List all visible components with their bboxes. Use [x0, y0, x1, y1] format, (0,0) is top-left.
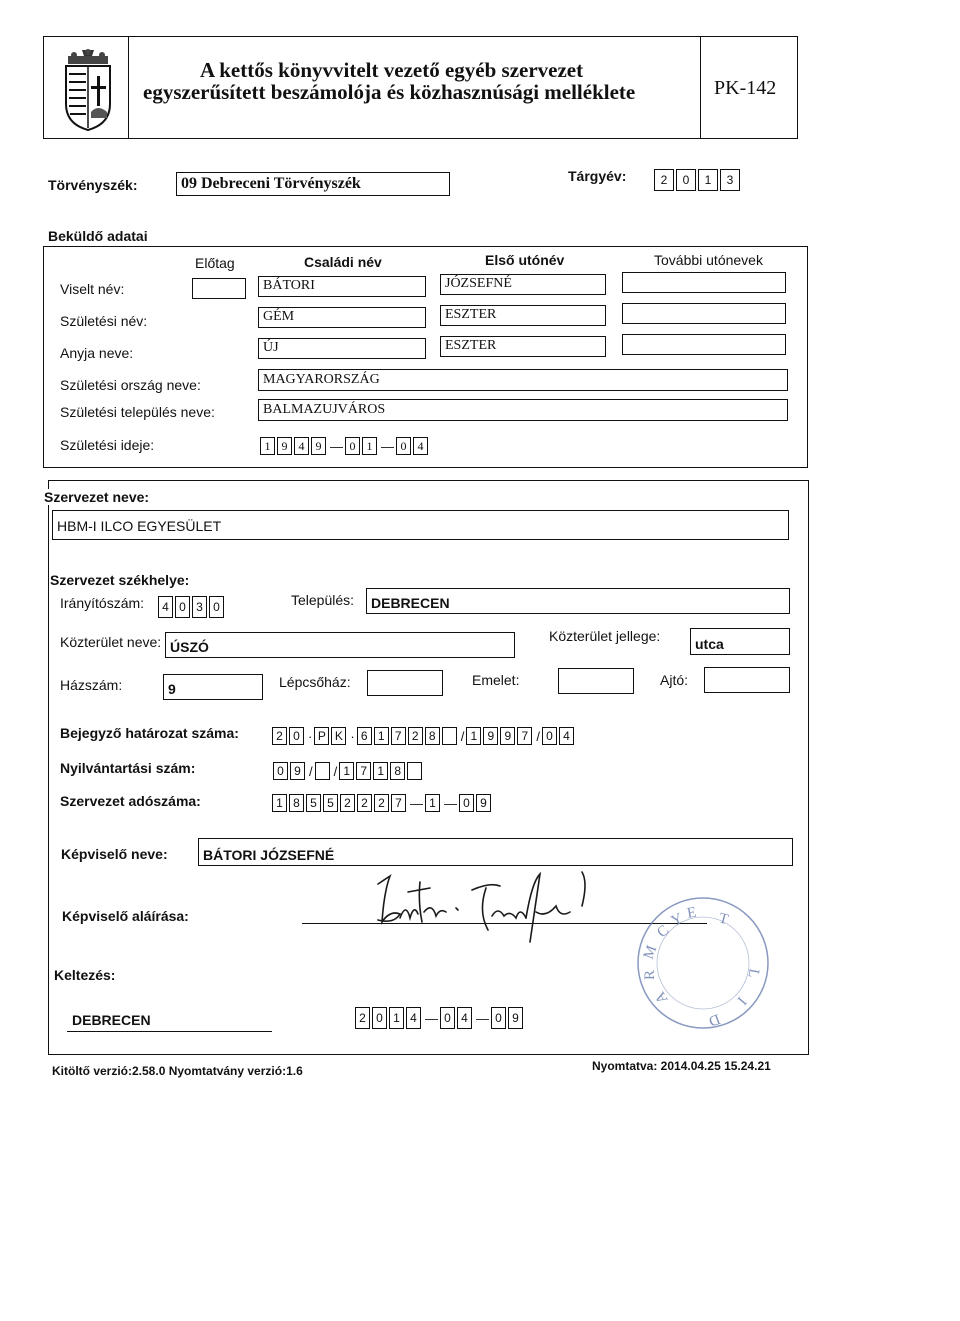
name-family-value: BÁTORI	[263, 278, 315, 293]
org-name-field[interactable]	[52, 510, 789, 540]
digit-cell: 9	[483, 727, 498, 745]
digit-cell: 5	[306, 794, 321, 812]
court-value: 09 Debreceni Törvényszék	[181, 175, 361, 192]
dash-separator: —	[381, 438, 394, 454]
town-label: Születési település neve:	[60, 404, 215, 420]
col-other-header: További utónevek	[654, 252, 763, 268]
dash-separator: —	[444, 795, 457, 811]
streettype-value: utca	[695, 636, 724, 652]
digit-cell: 6	[357, 727, 372, 745]
col-first-header: Első utónév	[485, 252, 565, 268]
city-field[interactable]	[366, 588, 790, 614]
house-label: Házszám:	[60, 677, 123, 693]
form-title-line2: egyszerűsített beszámolója és közhasznúsági melléklete	[143, 80, 636, 104]
streettype-field[interactable]	[690, 628, 790, 655]
court-field[interactable]	[176, 172, 450, 196]
digit-cell: 1	[339, 762, 354, 780]
floor-field[interactable]	[558, 668, 634, 694]
digit-cell: 8	[425, 727, 440, 745]
digit-cell: 1	[373, 762, 388, 780]
digit-cell: 0	[459, 794, 474, 812]
svg-text:D: D	[706, 1010, 723, 1029]
digit-cell: 0	[491, 1007, 506, 1029]
mother-other-field[interactable]	[622, 334, 786, 355]
slash-separator: /	[333, 763, 338, 779]
col-family-header: Családi név	[304, 254, 382, 270]
country-value: MAGYARORSZÁG	[263, 372, 380, 387]
court-label: Törvényszék:	[48, 177, 138, 193]
digit-cell: 9	[508, 1007, 523, 1029]
birthname-other-field[interactable]	[622, 303, 786, 324]
city-value: DEBRECEN	[371, 595, 450, 611]
svg-text:L: L	[744, 967, 762, 980]
country-field[interactable]	[258, 369, 788, 391]
digit-cell	[315, 762, 330, 780]
rep-value: BÁTORI JÓZSEFNÉ	[203, 847, 335, 863]
town-value: BALMAZUJVÁROS	[263, 402, 386, 417]
svg-text:R: R	[642, 969, 658, 980]
slash-separator: /	[536, 728, 540, 744]
birthname-first-value: ESZTER	[445, 307, 497, 322]
digit-cell: 4	[294, 437, 309, 455]
digit-cell: 0	[209, 596, 224, 618]
svg-text:I: I	[733, 993, 750, 1008]
footer-version: Kitöltő verzió:2.58.0 Nyomtatvány verzió:1.6	[52, 1064, 303, 1078]
digit-cell: 5	[323, 794, 338, 812]
street-label: Közterület neve:	[60, 634, 162, 650]
place-value: DEBRECEN	[72, 1012, 151, 1028]
org-name-label: Szervezet neve:	[44, 489, 150, 505]
decision-label: Bejegyző határozat száma:	[60, 725, 239, 741]
name-label: Viselt név:	[60, 281, 125, 297]
dash-separator: —	[425, 1010, 438, 1026]
digit-cell: 7	[391, 794, 406, 812]
digit-cell: 0	[289, 727, 304, 745]
street-value: ÚSZÓ	[170, 639, 209, 655]
birthname-first-field[interactable]	[440, 305, 606, 326]
digit-cell: 1	[698, 169, 718, 191]
digit-cell: 1	[389, 1007, 404, 1029]
dash-separator: —	[410, 795, 423, 811]
birthname-family-value: GÉM	[263, 309, 295, 324]
digit-cell: 1	[362, 437, 377, 455]
birthdate-cells[interactable]	[260, 437, 430, 455]
dash-separator: —	[476, 1010, 489, 1026]
digit-cell: 0	[676, 169, 696, 191]
digit-cell: 2	[272, 727, 287, 745]
mother-first-value: ESZTER	[445, 338, 497, 353]
digit-cell: 0	[372, 1007, 387, 1029]
letter-cell: K	[331, 727, 346, 745]
decision-cells[interactable]	[272, 727, 576, 745]
dash-separator: —	[330, 438, 343, 454]
house-field[interactable]	[163, 674, 263, 700]
year-cells[interactable]	[654, 169, 742, 191]
digit-cell: 1	[272, 794, 287, 812]
stair-field[interactable]	[367, 670, 443, 696]
city-label: Település:	[291, 592, 355, 608]
digit-cell: 1	[466, 727, 481, 745]
digit-cell: 0	[345, 437, 360, 455]
form-code: PK-142	[714, 77, 777, 99]
digit-cell: 7	[356, 762, 371, 780]
zip-cells[interactable]	[158, 596, 226, 618]
digit-cell: 2	[357, 794, 372, 812]
name-prefix-field[interactable]	[192, 278, 246, 299]
mother-label: Anyja neve:	[60, 345, 134, 361]
slash-separator: /	[309, 763, 313, 779]
sender-section-title: Beküldő adatai	[48, 228, 148, 244]
svg-text:E: E	[685, 904, 698, 922]
col-prefix-header: Előtag	[195, 255, 235, 271]
digit-cell: 7	[391, 727, 406, 745]
digit-cell: 2	[340, 794, 355, 812]
name-first-field[interactable]	[440, 274, 606, 295]
digit-cell: 0	[440, 1007, 455, 1029]
birthname-family-field[interactable]	[258, 307, 426, 328]
name-family-field[interactable]	[258, 276, 426, 297]
digit-cell: 9	[311, 437, 326, 455]
digit-cell: 8	[390, 762, 405, 780]
stair-label: Lépcsőház:	[279, 674, 351, 690]
town-field[interactable]	[258, 399, 788, 421]
digit-cell: 4	[457, 1007, 472, 1029]
letter-cell: P	[314, 727, 329, 745]
digit-cell: 1	[374, 727, 389, 745]
digit-cell: 9	[476, 794, 491, 812]
digit-cell: 4	[413, 437, 428, 455]
org-seat-label: Szervezet székhelye:	[50, 572, 190, 588]
door-field[interactable]	[704, 667, 790, 693]
digit-cell: 1	[260, 437, 275, 455]
digit-cell: 2	[355, 1007, 370, 1029]
digit-cell: 1	[425, 794, 440, 812]
place-underline	[67, 1031, 272, 1032]
digit-cell: 0	[542, 727, 557, 745]
streettype-label: Közterület jellege:	[549, 628, 661, 644]
digit-cell: 2	[654, 169, 674, 191]
digit-cell	[407, 762, 422, 780]
svg-text:M: M	[640, 943, 661, 962]
name-first-value: JÓZSEFNÉ	[445, 276, 512, 291]
digit-cell: 4	[158, 596, 173, 618]
tax-cells[interactable]	[272, 794, 493, 812]
floor-label: Emelet:	[472, 672, 520, 688]
house-value: 9	[168, 681, 176, 697]
digit-cell: 9	[290, 762, 305, 780]
digit-cell: 2	[374, 794, 389, 812]
digit-cell	[442, 727, 457, 745]
svg-text:Y: Y	[668, 910, 686, 930]
birthdate-label: Születési ideje:	[60, 437, 155, 453]
registry-cells[interactable]	[273, 762, 424, 780]
digit-cell: 4	[406, 1007, 421, 1029]
header-divider-right	[700, 36, 701, 139]
tax-label: Szervezet adószáma:	[60, 793, 201, 809]
dot-separator: ·	[350, 728, 355, 744]
svg-text:C: C	[654, 922, 673, 942]
slash-separator: /	[460, 728, 465, 744]
digit-cell: 0	[273, 762, 288, 780]
street-field[interactable]	[165, 632, 515, 658]
zip-label: Irányítószám:	[60, 595, 145, 611]
door-label: Ajtó:	[660, 672, 689, 688]
name-other-field[interactable]	[622, 272, 786, 293]
form-title-line1: A kettős könyvvitelt vezető egyéb szervezet	[200, 58, 584, 82]
org-name-value: HBM-I ILCO EGYESÜLET	[57, 518, 222, 534]
official-stamp	[628, 888, 778, 1038]
digit-cell: 4	[559, 727, 574, 745]
digit-cell: 3	[192, 596, 207, 618]
birthname-label: Születési név:	[60, 313, 148, 329]
year-label: Tárgyév:	[568, 168, 627, 184]
handwritten-signature	[360, 862, 620, 952]
mother-first-field[interactable]	[440, 336, 606, 357]
digit-cell: 8	[289, 794, 304, 812]
dot-separator: ·	[308, 728, 313, 744]
svg-text:A: A	[652, 988, 672, 1006]
svg-text:T: T	[716, 910, 730, 929]
date-label: Keltezés:	[54, 967, 116, 983]
digit-cell: 7	[517, 727, 532, 745]
mother-family-value: ÚJ	[263, 340, 279, 355]
footer-printed: Nyomtatva: 2014.04.25 15.24.21	[592, 1059, 771, 1073]
sign-label: Képviselő aláírása:	[62, 908, 189, 924]
registry-label: Nyilvántartási szám:	[60, 760, 196, 776]
rep-label: Képviselő neve:	[61, 846, 168, 862]
mother-family-field[interactable]	[258, 338, 426, 359]
digit-cell: 3	[720, 169, 740, 191]
digit-cell: 0	[396, 437, 411, 455]
digit-cell: 9	[277, 437, 292, 455]
hungarian-coat-of-arms-icon	[60, 46, 116, 132]
digit-cell: 2	[408, 727, 423, 745]
digit-cell: 9	[500, 727, 515, 745]
sign-date-cells[interactable]	[355, 1007, 525, 1029]
header-divider-left	[128, 36, 129, 139]
country-label: Születési ország neve:	[60, 377, 201, 393]
digit-cell: 0	[175, 596, 190, 618]
